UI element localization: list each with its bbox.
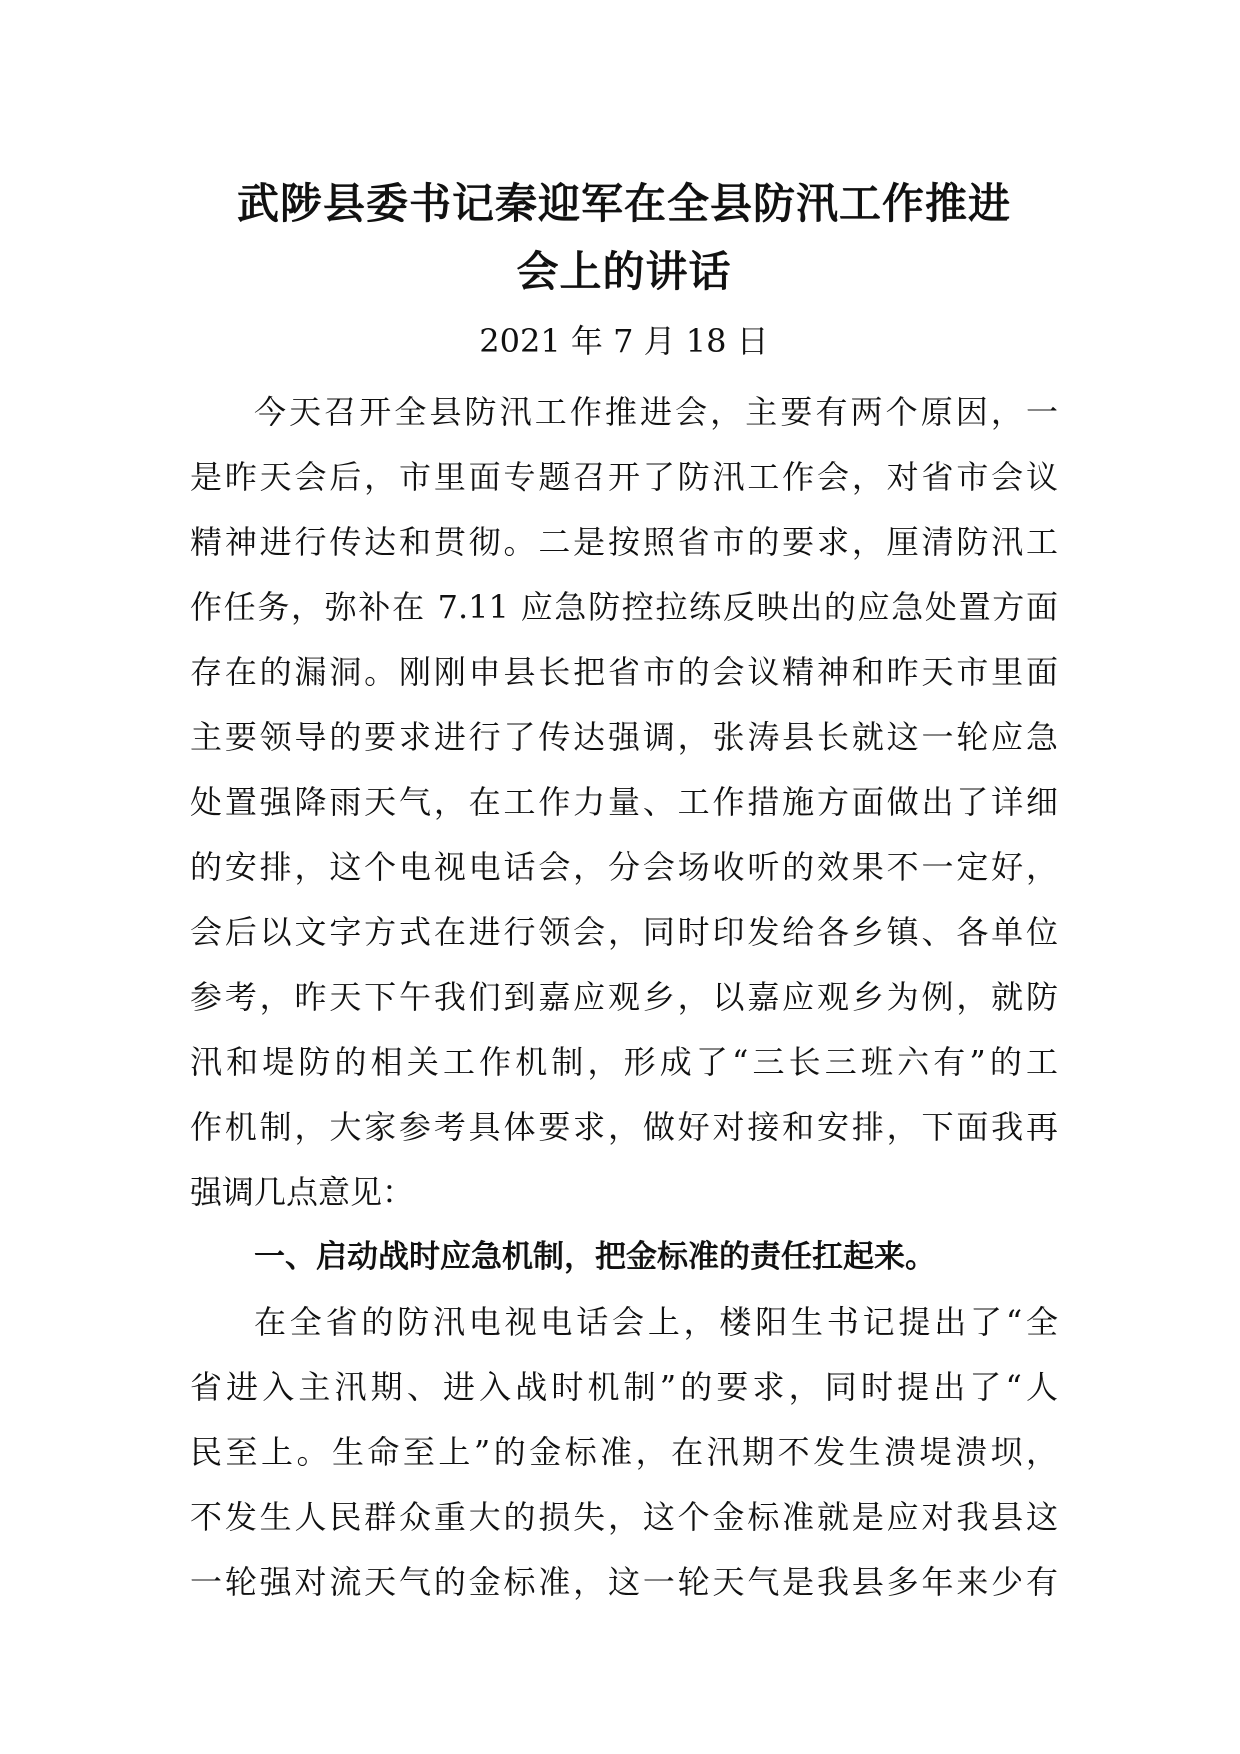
paragraph-line: 的安排，这个电视电话会，分会场收听的效果不一定好， <box>190 848 1058 886</box>
paragraph-line: 主要领导的要求进行了传达强调，张涛县长就这一轮应急 <box>190 718 1058 756</box>
paragraph-line: 汛和堤防的相关工作机制，形成了“三长三班六有”的工 <box>190 1043 1058 1081</box>
paragraph-line: 精神进行传达和贯彻。二是按照省市的要求，厘清防汛工 <box>190 523 1058 561</box>
document-page <box>190 170 1058 1615</box>
paragraph-line: 今天召开全县防汛工作推进会，主要有两个原因，一 <box>254 393 1058 431</box>
paragraph-1 <box>190 380 1058 1225</box>
paragraph-line: 民至上。生命至上”的金标准，在汛期不发生溃堤溃坝， <box>190 1433 1058 1471</box>
title-line-2: 会上的讲话 <box>516 247 732 296</box>
title-line-1: 武陟县委书记秦迎军在全县防汛工作推进 <box>236 179 1011 228</box>
paragraph-line: 作任务，弥补在 7.11 应急防控拉练反映出的应急处置方面 <box>190 588 1058 626</box>
paragraph-line: 参考，昨天下午我们到嘉应观乡，以嘉应观乡为例，就防 <box>190 978 1058 1016</box>
paragraph-line: 不发生人民群众重大的损失，这个金标准就是应对我县这 <box>190 1498 1058 1536</box>
paragraph-line: 处置强降雨天气，在工作力量、工作措施方面做出了详细 <box>190 783 1058 821</box>
section-heading-1: 一、启动战时应急机制，把金标准的责任扛起来。 <box>254 1239 936 1275</box>
paragraph-line: 省进入主汛期、进入战时机制”的要求，同时提出了“人 <box>190 1368 1058 1406</box>
paragraph-line: 在全省的防汛电视电话会上，楼阳生书记提出了“全 <box>254 1303 1058 1341</box>
document-date: 2021 年 7 月 18 日 <box>479 322 769 360</box>
paragraph-line: 会后以文字方式在进行领会，同时印发给各乡镇、各单位 <box>190 913 1058 951</box>
document-title <box>190 170 1058 306</box>
paragraph-line: 作机制，大家参考具体要求，做好对接和安排，下面我再 <box>190 1108 1058 1146</box>
paragraph-line: 存在的漏洞。刚刚申县长把省市的会议精神和昨天市里面 <box>190 653 1058 691</box>
paragraph-2 <box>190 1290 1058 1615</box>
paragraph-line: 强调几点意见： <box>190 1173 415 1211</box>
paragraph-line: 是昨天会后，市里面专题召开了防汛工作会，对省市会议 <box>190 458 1058 496</box>
paragraph-line: 一轮强对流天气的金标准，这一轮天气是我县多年来少有 <box>190 1563 1058 1601</box>
